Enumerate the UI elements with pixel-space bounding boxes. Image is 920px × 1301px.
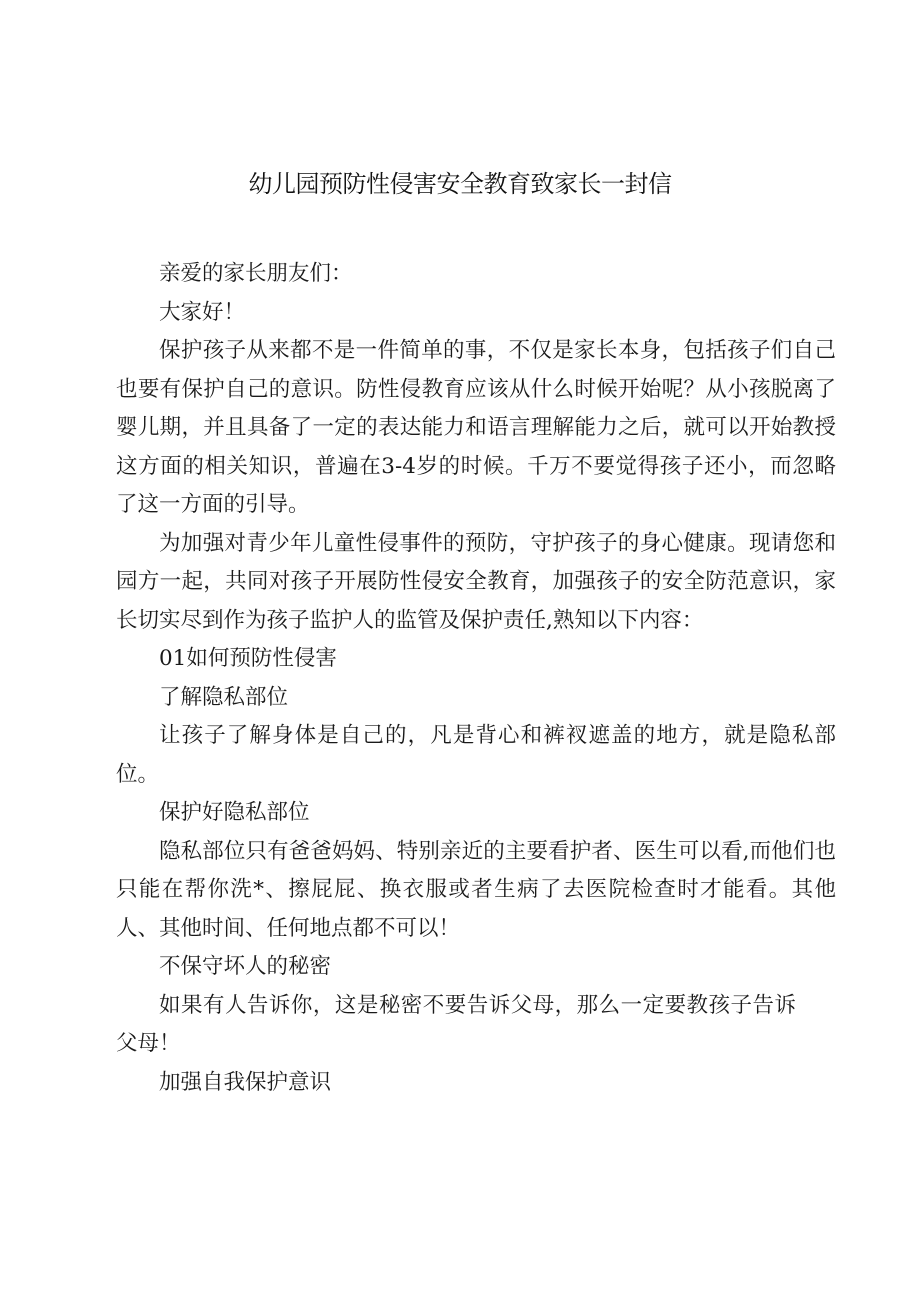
salutation: 亲爱的家长朋友们：: [159, 261, 353, 286]
paragraph-intro: 保护孩子从来都不是一件简单的事，不仅是家长本身，包括孩子们自己也要有保护自己的意识。防性侵教育应该从什么时候开始呢？从小孩脱离了婴儿期，并且具备了一定的表达能力和语言理解能力之后，就可以开始教授这方面的相关知识，普遍在3-4岁的时候。千万不要觉得孩子还小，而忽略了这一方面的引导。: [116, 338, 836, 517]
paragraph-request: 为加强对青少年儿童性侵事件的预防，守护孩子的身心健康。现请您和园方一起，共同对孩子开展防性侵安全教育，加强孩子的安全防范意识，家长切实尽到作为孩子监护人的监管及保护责任,熟知以下内容：: [116, 530, 836, 633]
paragraph-tell-parents: 如果有人告诉你，这是秘密不要告诉父母，那么一定要教孩子告诉父母！: [116, 992, 796, 1056]
subheading-no-bad-secrets: 不保守坏人的秘密: [159, 954, 332, 979]
greeting: 大家好！: [159, 299, 246, 325]
subheading-know-private-parts: 了解隐私部位: [159, 684, 289, 710]
section-heading-01: 01如何预防性侵害: [159, 646, 337, 671]
paragraph-private-parts: 让孩子了解身体是自己的，凡是背心和裤衩遮盖的地方，就是隐私部位。: [116, 723, 836, 787]
paragraph-who-can-see: 隐私部位只有爸爸妈妈、特别亲近的主要看护者、医生可以看,而他们也只能在帮你洗*、擦屁屁、换衣服或者生病了去医院检查时才能看。其他人、其他时间、任何地点都不可以！: [116, 838, 836, 941]
document-title: 幼儿园预防性侵害安全教育致家长一封信: [248, 170, 672, 198]
subheading-protect-private-parts: 保护好隐私部位: [159, 800, 310, 825]
subheading-self-protection: 加强自我保护意识: [159, 1069, 332, 1095]
document-body: [116, 255, 836, 1102]
